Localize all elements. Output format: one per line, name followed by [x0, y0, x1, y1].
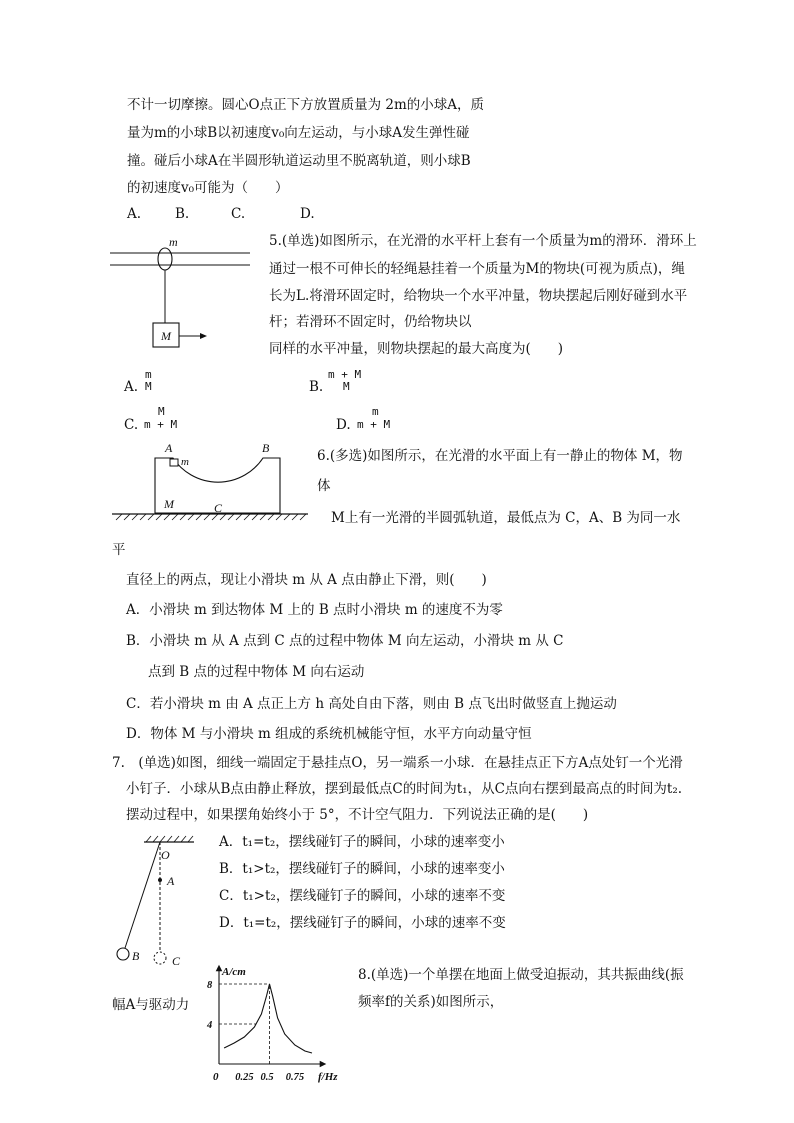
q5-block-label: M: [161, 329, 171, 343]
q7-label-a: A: [167, 874, 175, 888]
q6-option-b-1: B．小滑块 m 从 A 点到 C 点的过程中物体 M 向左运动，小滑块 m 从 C: [126, 633, 564, 649]
q7-option-d: D．t₁=t₂，摆线碰钉子的瞬间，小球的速率不变: [219, 915, 506, 931]
q4-option-c: C.: [231, 206, 246, 222]
q5-option-a-label: A.: [124, 379, 139, 395]
q8-resonance-chart: [205, 966, 345, 1084]
q4-option-a: A.: [127, 206, 142, 222]
q6-option-c: C．若小滑块 m 由 A 点正上方 h 高处自由下落，则由 B 点飞出时做竖直上抛运动: [126, 696, 617, 712]
q6-line4: 平: [112, 542, 126, 558]
q4-line2: 量为m的小球B以初速度v₀向左运动，与小球A发生弹性碰: [127, 125, 470, 141]
q7-option-a: A．t₁=t₂，摆线碰钉子的瞬间，小球的速率变小: [219, 834, 505, 850]
q8-left-text: 幅A与驱动力: [112, 997, 190, 1013]
q6-ground-hatch: [116, 514, 306, 520]
q5-line4: 杆；若滑环不固定时，仍给物块以: [269, 314, 472, 330]
q6-slider-block: [170, 459, 178, 466]
q7-line1: 7. (单选)如图，细线一端固定于悬挂点O，另一端系一小球．在悬挂点正下方A点处钉一个光滑: [112, 755, 683, 771]
q5-line3: 长为L.将滑环固定时，给物块一个水平冲量，物块摆起后刚好碰到水平: [269, 288, 688, 304]
q5-figure: [110, 235, 260, 353]
q7-label-o: O: [161, 848, 170, 862]
q4-line4: 的初速度v₀可能为（ ）: [127, 180, 289, 196]
q5-slide-ring: [158, 248, 172, 270]
q4-line3: 撞。碰后小球A在半圆形轨道运动里不脱离轨道，则小球B: [127, 153, 471, 169]
q6-option-b-2: 点到 B 点的过程中物体 M 向右运动: [148, 664, 365, 680]
q5-option-b-num: m + M: [328, 368, 362, 381]
chart-y-label: A/cm: [222, 966, 246, 978]
q6-line3: M上有一光滑的半圆弧轨道，最低点为 C，A、B 为同一水: [331, 510, 681, 526]
q7-line3: 摆动过程中，如果摆角始终小于 5°，不计空气阻力．下列说法正确的是( ): [126, 807, 589, 823]
q8-line1: 8.(单选)一个单摆在地面上做受迫振动，其共振曲线(振: [358, 967, 684, 983]
q7-pendulum-string: [125, 842, 160, 948]
q5-option-d-label: D.: [336, 417, 351, 433]
q5-option-d-den: m + M: [357, 418, 391, 431]
q5-impulse-arrow: [200, 333, 207, 339]
q5-option-c-den: m + M: [144, 418, 178, 431]
chart-x-label: f/Hz: [318, 1071, 338, 1083]
q6-label-a: A: [165, 441, 173, 455]
q4-option-d: D.: [300, 206, 315, 222]
q7-option-b: B．t₁>t₂，摆线碰钉子的瞬间，小球的速率变小: [219, 861, 505, 877]
q5-option-b-label: B.: [309, 379, 324, 395]
q7-figure: [112, 835, 207, 975]
q7-ceiling-hatch: [146, 836, 193, 842]
q8-line2: 频率f的关系)如图所示，: [358, 994, 504, 1010]
q4-option-b: B.: [175, 206, 190, 222]
q7-label-c: C: [172, 954, 181, 968]
q5-option-a-num: m: [145, 368, 152, 381]
q6-label-b: B: [262, 441, 270, 455]
q7-ball-b: [117, 948, 129, 960]
q5-line5: 同样的水平冲量，则物块摆起的最大高度为( ): [269, 341, 564, 357]
q6-figure: [112, 440, 312, 525]
q6-label-c: C: [214, 501, 223, 515]
q6-label-bigm: M: [164, 497, 174, 511]
q7-nail-a: [158, 878, 162, 882]
q7-label-b: B: [132, 949, 140, 963]
q6-option-a: A．小滑块 m 到达物体 M 上的 B 点时小滑块 m 的速度不为零: [126, 602, 503, 618]
chart-origin-label: 0: [213, 1071, 219, 1083]
chart-y-tick-label: 8: [207, 980, 213, 991]
chart-x-tick-label: 0.5: [260, 1072, 274, 1083]
q5-option-c-num: M: [158, 405, 165, 418]
chart-x-tick-label: 0.75: [285, 1072, 305, 1083]
q4-line1: 不计一切摩擦。圆心O点正下方放置质量为 2m的小球A，质: [127, 97, 484, 113]
chart-y-tick-label: 4: [207, 1020, 213, 1031]
chart-x-tick-label: 0.25: [235, 1072, 254, 1083]
q5-option-d-num: m: [372, 405, 379, 418]
q5-option-c-label: C.: [124, 417, 139, 433]
q6-label-m: m: [181, 456, 189, 468]
q7-option-c: C．t₁>t₂，摆线碰钉子的瞬间，小球的速率不变: [219, 888, 506, 904]
q5-option-b-den: M: [343, 380, 350, 393]
q6-line1: 6.(多选)如图所示，在光滑的水平面上有一静止的物体 M，物: [317, 448, 683, 464]
q6-line5: 直径上的两点，现让小滑块 m 从 A 点由静止下滑，则( ): [126, 572, 487, 588]
q7-ball-c: [154, 952, 166, 964]
q7-line2: 小钉子．小球从B点由静止释放，摆到最低点C的时间为t₁，从C点向右摆到最高点的时间为t₂.: [126, 781, 683, 797]
q5-ring-label: m: [169, 235, 178, 249]
q6-option-d: D．物体 M 与小滑块 m 组成的系统机械能守恒，水平方向动量守恒: [126, 726, 532, 742]
q5-line2: 通过一根不可伸长的轻绳悬挂着一个质量为M的物块(可视为质点)，绳: [269, 261, 685, 277]
q5-line1: 5.(单选)如图所示，在光滑的水平杆上套有一个质量为m的滑环．滑环上: [269, 233, 697, 249]
q6-line2: 体: [317, 478, 331, 494]
q5-option-a-den: M: [145, 380, 152, 393]
chart-series-line: [224, 984, 312, 1053]
